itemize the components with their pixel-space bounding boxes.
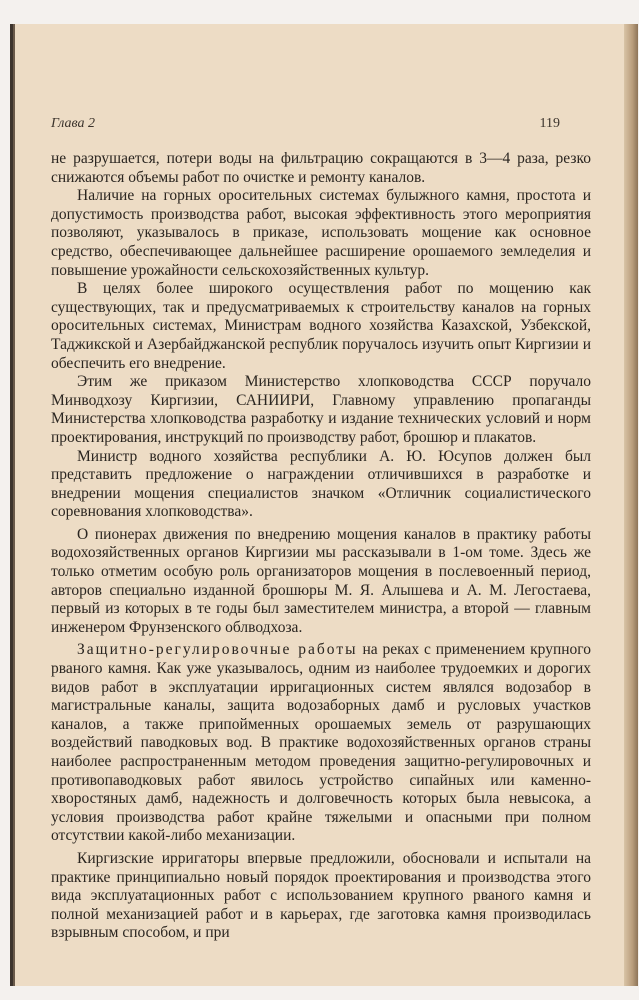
- paragraph: Наличие на горных оросительных системах булыжного камня, простота и допустимость производства работ, высокая эффективность этого мероприятия позволяют, указывалось в приказе, использовать мощение как основное средство, обеспечивающее дальнейшее расширение орошаемого земледелия и повышение урожайности сельскохозяйственных культур.: [51, 187, 591, 279]
- book-page: [10, 24, 638, 986]
- spaced-lead: Защитно-регулировочные работы: [77, 641, 358, 659]
- paragraph: Этим же приказом Министерство хлопководства СССР поручало Минводхозу Киргизии, САНИИРИ, Главному управлению пропаганды Министерства хлопководства разработку и издание технических условий и норм проектирования, инструкций по производству работ, брошюр и плакатов.: [51, 373, 591, 446]
- paragraph: Киргизские ирригаторы впервые предложили, обосновали и испытали на практике принципиально новый порядок проектирования и производства этого вида эксплуатационных работ с использованием крупного рваного камня и полной механизацией работ и в карьерах, где заготовка камня производилась взрывным способом, и при: [51, 849, 591, 942]
- body-text: [51, 150, 591, 943]
- paragraph: не разрушается, потери воды на фильтрацию сокращаются в 3—4 раза, резко снижаются объемы работ по очистке и ремонту каналов.: [51, 150, 591, 186]
- chapter-title: Глава 2: [51, 116, 95, 131]
- paragraph: О пионерах движения по внедрению мощения каналов в практику работы водохозяйственных органов Киргизии мы рассказывали в 1-ом томе. Здесь же только отметим особую роль организаторов мощения в послевоенный период, авторов специально изданной брошюры М. Я. Алышева и А. М. Легостаева, первый из которых в те годы был заместителем министра, а второй — главным инженером Фрунзенского облводхоза.: [51, 525, 591, 636]
- paragraph-rest: на реках с применением крупного рваного камня. Как уже указывалось, одним из наиболее трудоемких и дорогих видов работ в эксплуатации ирригационных систем являлся водозабор в магистральные каналы, защита водозаборных дамб и русловых участков каналов, а также припойменных орошаемых земель от разрушающих воздействий паводковых вод. В практике водохозяйственных органов страны наиболее распространенным методом проведения защитно-регулировочных и противопаводковых работ явилось устройство сипайных или каменно-хворостяных дамб, надежность и долговечность которых была невысока, а условия производства работ крайне тяжелыми и опасными при полном отсутствии какой-либо механизации.: [51, 641, 592, 845]
- page-number: 119: [539, 116, 560, 131]
- paragraph: Министр водного хозяйства республики А. Ю. Юсупов должен был представить предложение о награждении отличившихся в разработке и внедрении мощения специалистов значком «Отличник социалистического соревнования хлопководства».: [51, 447, 591, 521]
- paragraph: В целях более широкого осуществления работ по мощению как существующих, так и предусматриваемых к строительству каналов на горных оросительных системах, Министрам водного хозяйства Казахской, Узбекской, Таджикской и Азербайджанской республик поручалось изучить опыт Киргизии и обеспечить его внедрение.: [51, 280, 591, 372]
- page-edge: [624, 24, 638, 986]
- paragraph: [51, 641, 591, 846]
